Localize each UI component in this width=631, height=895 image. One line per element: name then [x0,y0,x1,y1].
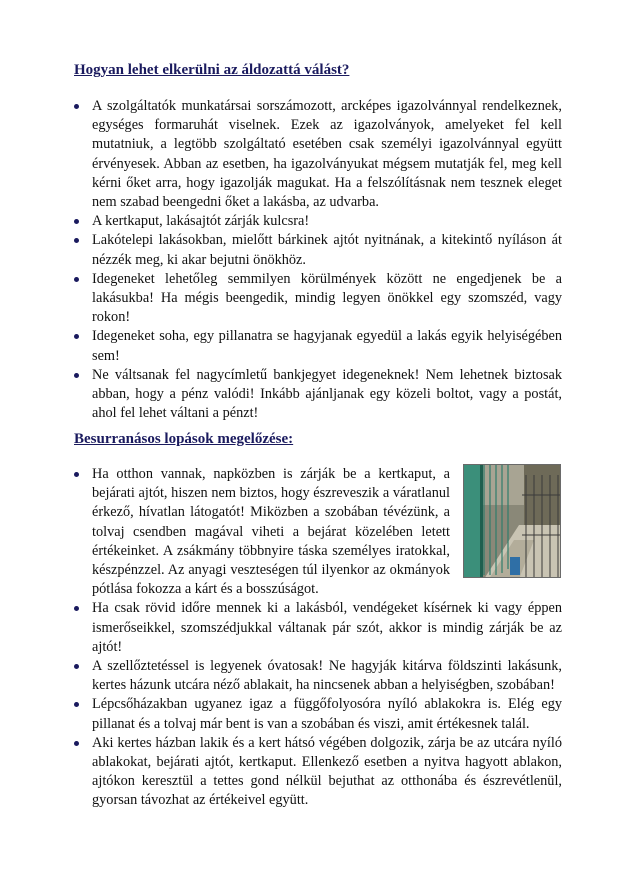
list-item-text: A szellőztetéssel is legyenek óvatosak! Ne hagyják kitárva földszinti lakásunk, kertes házunk utcára néző ablakait, ha nincsenek abban a helyiségben, szobában! [92,658,562,694]
list-item-text: Aki kertes házban lakik és a kert hátsó végében dolgozik, zárja be az utcára nyíló ablakokat, bejárati ajtót, kertkaput. Ellenkező esetben a nyitva hagyott ablakon, ajtókon keresztül a tettes gond nélkül bejuthat az otthonába és észrevétlenül, gyorsan távozhat az értékeivel együtt. [92,734,562,809]
list-item-text: Ne váltsanak fel nagycímletű bankjegyet idegeneknek! Nem lehetnek biztosak abban, hogy a pénz valódi! Inkább ajánljanak egy közeli boltot, vagy a postát, ahol fel lehet váltani a pénzt! [92,366,562,422]
list-item [74,465,450,599]
list-item [74,599,562,657]
bullet-icon [74,702,79,707]
bullet-icon [74,219,79,224]
list-item [74,212,562,231]
section-heading-avoid-victimization: Hogyan lehet elkerülni az áldozattá válást? [74,62,350,78]
list-item [74,734,562,811]
bullet-icon [74,472,79,477]
list-item [74,695,562,733]
bullet-icon [74,741,79,746]
bullet-icon [74,334,79,339]
bullet-icon [74,606,79,611]
sneak-theft-tips-list [74,465,562,811]
bullet-icon [74,238,79,243]
list-item [74,231,562,269]
list-item [74,366,562,424]
bullet-icon [74,373,79,378]
section-heading-sneak-theft-prevention: Besurranásos lopások megelőzése: [74,431,294,447]
list-item [74,97,562,212]
bullet-icon [74,277,79,282]
list-item-text: Idegeneket soha, egy pillanatra se hagyjanak egyedül a lakás egyik helyiségében sem! [92,328,562,364]
avoidance-tips-list [74,97,562,423]
list-item-text: Lakótelepi lakásokban, mielőtt bárkinek ajtót nyitnának, a kitekintő nyíláson át nézzék meg, ki akar bejutni önökhöz. [92,232,562,268]
list-item-text: Ha csak rövid időre mennek ki a lakásból, vendégeket kísérnek ki vagy éppen ismerőseikkel, szomszédjukkal váltanak pár szót, akkor is mindig zárják be az ajtót! [92,600,562,655]
list-item-text: A kertkaput, lakásajtót zárják kulcsra! [92,213,310,230]
list-item-text: A szolgáltatók munkatársai sorszámozott, arcképes igazolvánnyal rendelkeznek, egységes formaruhát viselnek. Ezek az igazolványok, amelyeket fel kell mutatniuk, a legtöbb szolgáltató esetében csak személyi igazolvánnyal együtt érvényesek. Abban az esetben, ha igazolványukat mégsem mutatják fel, meg kell kérni őket arra, hogy igazolják magukat. Ha a felszólításnak nem tesznek eleget nem szabad beengedni őket a lakásba, az udvarba. [92,98,562,211]
bullet-icon [74,664,79,669]
list-item-text: Idegeneket lehetőleg semmilyen körülmények között ne engedjenek be a lakásukba! Ha mégis beengedik, mindig legyen önökkel egy szomszéd, vagy rokon! [92,270,562,326]
list-item-text: Ha otthon vannak, napközben is zárják be a kertkaput, a bejárati ajtót, hiszen nem biztos, hogy észreveszik a váratlanul érkező, hívatlan látogatót! Miközben a szobában tévézünk, a tolvaj csendben magával viheti a bejárat közelében letett értékeinket. A zsákmány többnyire táska személyes iratokkal, készpénzzel. Az anyagi veszteségen túl ilyenkor az okmányok pótlása fokozza a kárt és a bosszúságot. [92,466,450,598]
list-item-text: Lépcsőházakban ugyanez igaz a függőfolyosóra nyíló ablakokra is. Elég egy pillanat és a tolvaj már bent is van a szobában és viszi, amit értékesnek talál. [92,696,562,732]
list-item [74,327,562,365]
bullet-icon [74,104,79,109]
list-item [74,657,562,695]
list-item [74,270,562,328]
